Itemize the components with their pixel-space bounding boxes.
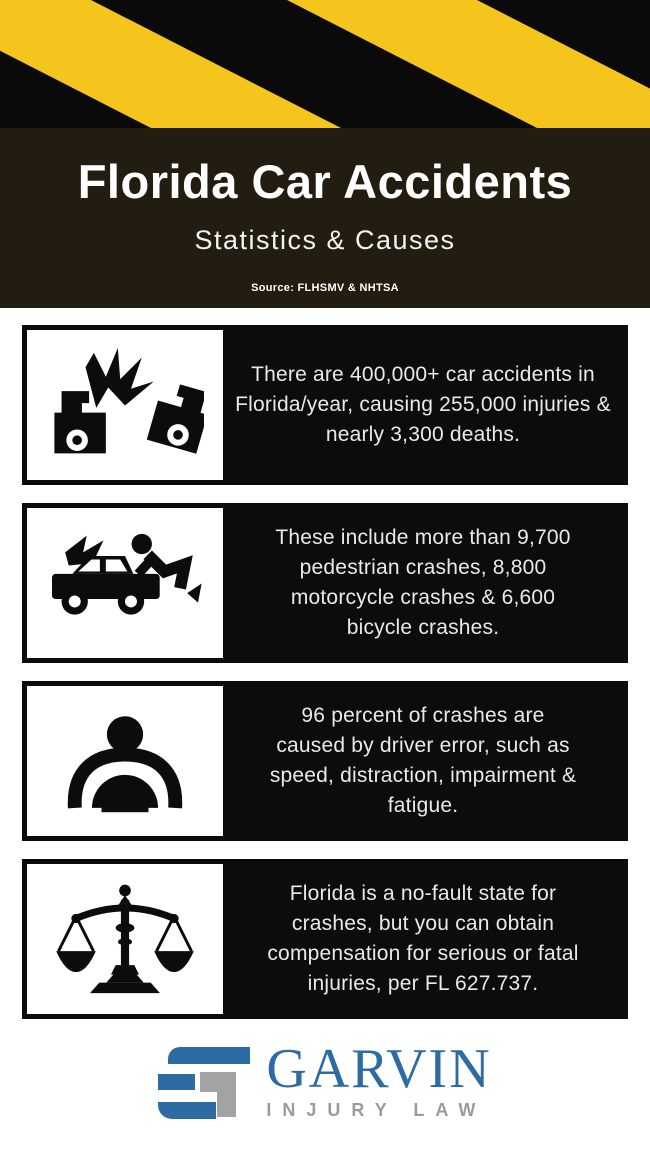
pedestrian-crash-icon (46, 526, 204, 641)
stat-text-driver-error: 96 percent of crashes are caused by driver error, such as speed, distraction, impairment & fatigue. (269, 704, 577, 817)
stat-card-driver-error (22, 681, 628, 841)
hazard-stripes (0, 0, 650, 128)
stat-text-accidents: There are 400,000+ car accidents in Florida/year, causing 255,000 injuries & nearly 3,300 deaths. (235, 363, 611, 446)
stat-cards (22, 325, 628, 1019)
driver-at-wheel-icon (61, 707, 189, 815)
page-title: Florida Car Accidents (77, 155, 573, 208)
footer-brand (0, 1038, 650, 1121)
stat-card-pedestrian (22, 503, 628, 663)
stat-text-pedestrian: These include more than 9,700 pedestrian crashes, 8,800 motorcycle crashes & 6,600 bicycle crashes. (275, 526, 571, 639)
stat-card-no-fault-law (22, 859, 628, 1019)
card-text (223, 686, 623, 836)
card-text (223, 330, 623, 480)
icon-box (27, 864, 223, 1014)
scales-of-justice-icon (55, 881, 195, 998)
garvin-g-logo-icon (158, 1047, 254, 1119)
brand-text (266, 1038, 492, 1121)
page-subtitle: Statistics & Causes (194, 225, 456, 255)
card-text (223, 508, 623, 658)
card-text (223, 864, 623, 1014)
header (0, 128, 650, 308)
icon-box (27, 508, 223, 658)
source-note: Source: FLHSMV & NHTSA (251, 282, 399, 294)
stat-text-no-fault-law: Florida is a no-fault state for crashes, but you can obtain compensation for serious or fatal injuries, per FL 627.737. (267, 882, 579, 995)
brand-tagline: INJURY LAW (266, 1100, 487, 1120)
icon-box (27, 330, 223, 480)
brand-name: GARVIN (266, 1038, 492, 1100)
stat-card-accidents (22, 325, 628, 485)
car-collision-icon (46, 348, 204, 463)
icon-box (27, 686, 223, 836)
